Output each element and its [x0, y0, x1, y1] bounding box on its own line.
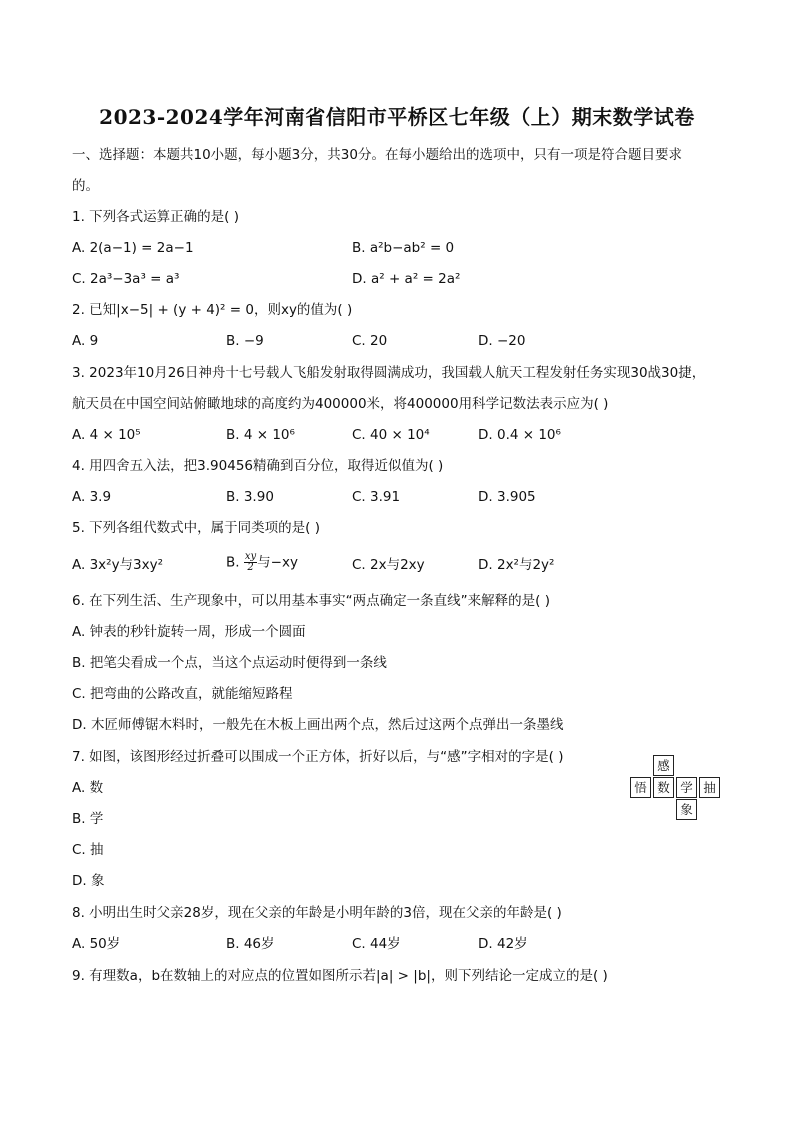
question-1-stem: 1. 下列各式运算正确的是( ) — [72, 209, 239, 225]
question-3-option-b: B. 4 × 10⁶ — [226, 427, 295, 443]
page-title: 2023-2024学年河南省信阳市平桥区七年级（上）期末数学试卷 — [99, 105, 695, 129]
question-2-option-a: A. 9 — [72, 333, 99, 349]
question-3-option-a: A. 4 × 10⁵ — [72, 427, 141, 443]
net-cell-center: 数 — [653, 777, 674, 798]
question-3-option-d: D. 0.4 × 10⁶ — [478, 427, 561, 443]
net-cell-right1: 学 — [676, 777, 697, 798]
question-1-option-c: C. 2a³−3a³ = a³ — [72, 271, 180, 287]
question-6-option-b: B. 把笔尖看成一个点，当这个点运动时便得到一条线 — [72, 655, 387, 671]
question-7-option-b: B. 学 — [72, 811, 104, 827]
fraction — [244, 552, 257, 573]
question-4-option-b: B. 3.90 — [226, 489, 274, 505]
question-2-stem: 2. 已知|x−5| + (y + 4)² = 0，则xy的值为( ) — [72, 302, 353, 318]
section-heading-cont: 的。 — [72, 178, 99, 194]
question-5-option-a: A. 3x²y与3xy² — [72, 557, 164, 573]
question-3-stem-cont: 航天员在中国空间站俯瞰地球的高度约为400000米，将400000用科学记数法表示应为( ) — [72, 396, 609, 412]
question-3-stem: 3. 2023年10月26日神舟十七号载人飞船发射取得圆满成功，我国载人航天工程发射任务实现30战30捷， — [72, 365, 706, 381]
cube-net-figure — [630, 755, 722, 821]
question-8-option-c: C. 44岁 — [352, 936, 401, 952]
net-cell-top: 感 — [653, 755, 674, 776]
net-cell-right2: 抽 — [699, 777, 720, 798]
question-1-option-b: B. a²b−ab² = 0 — [352, 240, 455, 256]
question-7-stem: 7. 如图，该图形经过折叠可以围成一个正方体，折好以后，与“感”字相对的字是( ) — [72, 749, 564, 765]
question-1-option-d: D. a² + a² = 2a² — [352, 271, 461, 287]
question-5-option-d: D. 2x²与2y² — [478, 557, 555, 573]
net-cell-left: 悟 — [630, 777, 651, 798]
question-2-option-d: D. −20 — [478, 333, 526, 349]
question-2-option-c: C. 20 — [352, 333, 388, 349]
fraction-numerator: xy — [244, 551, 257, 562]
question-7-option-a: A. 数 — [72, 780, 104, 796]
question-4-option-a: A. 3.9 — [72, 489, 112, 505]
question-8-option-d: D. 42岁 — [478, 936, 528, 952]
question-1-option-a: A. 2(a−1) = 2a−1 — [72, 240, 194, 256]
net-cell-bottom: 象 — [676, 799, 697, 820]
question-2-option-b: B. −9 — [226, 333, 264, 349]
question-6-option-d: D. 木匠师傅锯木料时，一般先在木板上画出两个点，然后过这两个点弹出一条墨线 — [72, 717, 564, 733]
question-5-stem: 5. 下列各组代数式中，属于同类项的是( ) — [72, 520, 320, 536]
question-4-stem: 4. 用四舍五入法，把3.90456精确到百分位，取得近似值为( ) — [72, 458, 444, 474]
question-9-stem: 9. 有理数a，b在数轴上的对应点的位置如图所示若|a| > |b|，则下列结论一定成立的是( ) — [72, 968, 608, 984]
question-6-option-c: C. 把弯曲的公路改直，就能缩短路程 — [72, 686, 293, 702]
question-4-option-c: C. 3.91 — [352, 489, 401, 505]
question-5-option-b — [226, 552, 298, 573]
question-5-option-b-text: 与−xy — [257, 554, 298, 571]
question-6-option-a: A. 钟表的秒针旋转一周，形成一个圆面 — [72, 624, 306, 640]
question-4-option-d: D. 3.905 — [478, 489, 536, 505]
fraction-denominator: 2 — [247, 562, 254, 573]
question-6-stem: 6. 在下列生活、生产现象中，可以用基本事实“两点确定一条直线”来解释的是( ) — [72, 593, 550, 609]
question-7-option-c: C. 抽 — [72, 842, 104, 858]
question-7-option-d: D. 象 — [72, 873, 105, 889]
question-3-option-c: C. 40 × 10⁴ — [352, 427, 430, 443]
question-5-option-b-prefix: B. — [226, 554, 240, 571]
question-8-option-a: A. 50岁 — [72, 936, 121, 952]
question-8-stem: 8. 小明出生时父亲28岁，现在父亲的年龄是小明年龄的3倍，现在父亲的年龄是( ) — [72, 905, 562, 921]
question-5-option-c: C. 2x与2xy — [352, 557, 425, 573]
section-heading: 一、选择题：本题共10小题，每小题3分，共30分。在每小题给出的选项中，只有一项是符合题目要求 — [72, 147, 682, 163]
question-8-option-b: B. 46岁 — [226, 936, 275, 952]
